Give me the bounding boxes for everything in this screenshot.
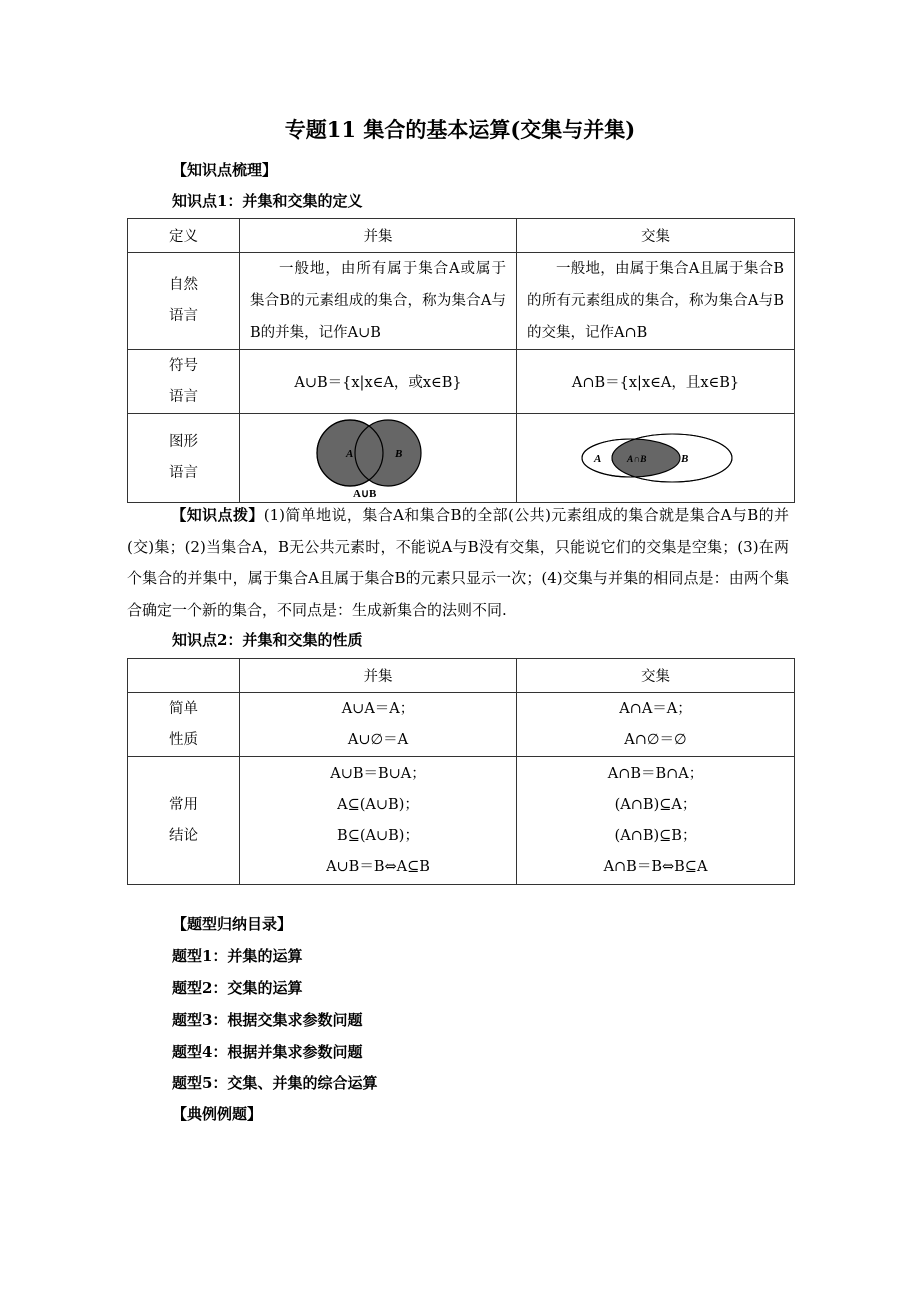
- intersection-natural-text: 一般地，由属于集合A且属于集合B的所有元素组成的集合，称为集合A与B的交集，记作A∩B: [527, 261, 784, 341]
- table-cell: [240, 253, 517, 350]
- venn-label-ab: A∩B: [626, 455, 647, 465]
- intersection-symbol-text: A∩B＝{x|x∈A，且x∈B}: [517, 350, 795, 414]
- row-label: 符号 语言: [128, 350, 240, 414]
- table-cell: [517, 253, 795, 350]
- intersection-venn-diagram: [576, 428, 736, 488]
- table-header-cell: [128, 659, 240, 693]
- table-header-row: [128, 219, 795, 253]
- union-venn-cell: [240, 414, 517, 503]
- table-header-cell: 并集: [240, 219, 517, 253]
- table-row: [128, 253, 795, 350]
- table-header-row: [128, 659, 795, 693]
- kp1-title: 知识点1：并集和交集的定义: [172, 192, 363, 210]
- tip-label: 【知识点拨】: [171, 506, 264, 524]
- table-header-cell: 交集: [517, 219, 795, 253]
- row-label: 简单 性质: [128, 693, 240, 757]
- page-title: 专题11 集合的基本运算(交集与并集): [284, 117, 636, 142]
- venn-label-b: B: [680, 453, 688, 465]
- union-simple-properties: A∪A＝A； A∪∅＝A: [240, 693, 517, 757]
- table-header-cell: 定义: [128, 219, 240, 253]
- intersection-venn-cell: [517, 414, 795, 503]
- table-header-cell: 并集: [240, 659, 517, 693]
- tip-text: (1)简单地说，集合A和集合B的全部(公共)元素组成的集合就是集合A与B的并(交)集；(2)当集合A，B无公共元素时，不能说A与B没有交集，只能说它们的交集是空集；(3)在两个集合的并集中，属于集合A且属于集合B的元素只显示一次；(4)交集与并集的相同点是：由两个集合确定一个新的集合，不同点是：生成新集合的法则不同.: [127, 506, 789, 619]
- union-common-conclusions: A∪B＝B∪A； A⊆(A∪B)； B⊆(A∪B)； A∪B＝B⇔A⊆B: [240, 757, 517, 885]
- catalog-item: 题型5：交集、并集的综合运算: [172, 1074, 378, 1092]
- catalog-item: 题型1：并集的运算: [172, 947, 303, 965]
- section-heading-knowledge: 【知识点梳理】: [172, 161, 278, 179]
- catalog-item: 题型4：根据并集求参数问题: [172, 1043, 363, 1061]
- table-header-cell: 交集: [517, 659, 795, 693]
- catalog-item: 题型3：根据交集求参数问题: [172, 1011, 363, 1029]
- table-row: [128, 350, 795, 414]
- definition-table: [127, 218, 795, 503]
- catalog-heading: 【题型归纳目录】: [172, 915, 293, 933]
- venn-caption: A∪B: [353, 488, 377, 500]
- table-row: [128, 693, 795, 757]
- table-row: [128, 414, 795, 503]
- union-venn-diagram: [298, 415, 458, 501]
- catalog-item: 题型2：交集的运算: [172, 979, 303, 997]
- knowledge-tip: [127, 500, 789, 626]
- row-label: 自然 语言: [128, 253, 240, 350]
- venn-label-b: B: [395, 448, 403, 460]
- intersection-simple-properties: A∩A＝A； A∩∅＝∅: [517, 693, 795, 757]
- venn-label-a: A: [346, 448, 354, 460]
- property-table: [127, 658, 795, 885]
- intersection-common-conclusions: A∩B＝B∩A； (A∩B)⊆A； (A∩B)⊆B； A∩B＝B⇔B⊆A: [517, 757, 795, 885]
- venn-label-a: A: [593, 453, 601, 465]
- row-label: 常用 结论: [128, 757, 240, 885]
- kp2-title: 知识点2：并集和交集的性质: [172, 631, 363, 649]
- table-row: [128, 757, 795, 885]
- examples-heading: 【典例例题】: [172, 1105, 263, 1123]
- row-label: 图形 语言: [128, 414, 240, 503]
- union-natural-text: 一般地，由所有属于集合A或属于集合B的元素组成的集合，称为集合A与B的并集，记作A∪B: [250, 261, 506, 341]
- union-symbol-text: A∪B＝{x|x∈A，或x∈B}: [240, 350, 517, 414]
